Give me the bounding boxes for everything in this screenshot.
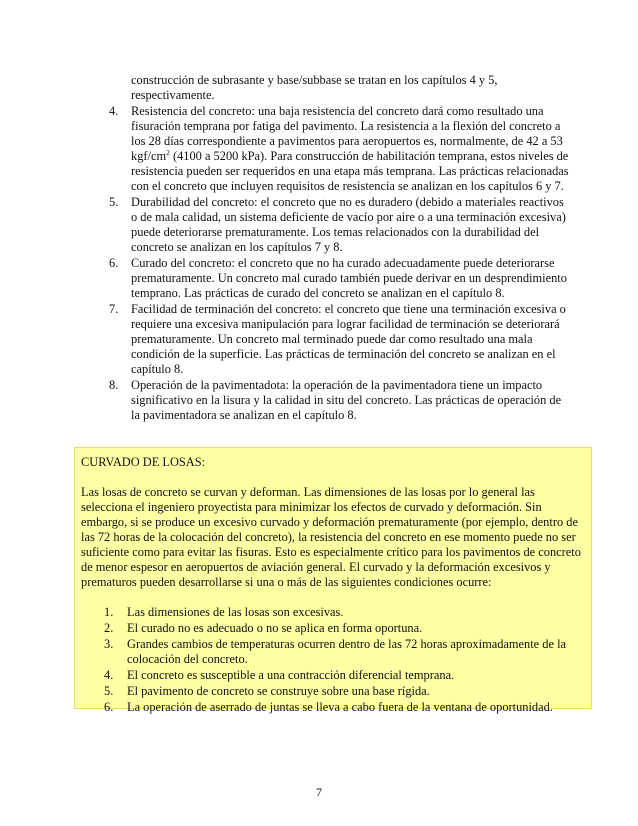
superscript: 2 <box>166 148 170 157</box>
list-item-number: 2. <box>104 621 114 635</box>
box-list-item <box>81 684 585 699</box>
list-item-text-part: Resistencia del concreto: una baja resistencia del concreto dará como resultado una fisuración temprana por fatiga del pavimento. La resistencia a la flexión del concreto a los 28 días correspondiente a pavimentos para aeropuertos es, normalmente, de 42 a 53 kgf/cm <box>131 104 563 163</box>
list-item-text: Las dimensiones de las losas son excesivas. <box>127 605 344 619</box>
box-list-item <box>81 668 585 683</box>
main-numbered-list <box>101 73 571 424</box>
list-continuation-text: construcción de subrasante y base/subbase se tratan en los capítulos 4 y 5, respectivamente. <box>131 73 498 102</box>
list-item-text: Facilidad de terminación del concreto: el concreto que tiene una terminación excesiva o requiere una excesiva manipulación para lograr facilidad de terminación se deteriorará prematuramente. Un concreto mal terminado puede dar como resultado una mala condición de la superficie. Las prácticas de terminación del concreto se analizan en el capítulo 8. <box>131 302 566 376</box>
box-numbered-list <box>81 605 585 715</box>
list-item-text: El concreto es susceptible a una contracción diferencial temprana. <box>127 668 455 682</box>
box-title: CURVADO DE LOSAS: <box>81 455 206 469</box>
list-item-number: 5. <box>104 684 114 698</box>
list-item-text: Grandes cambios de temperaturas ocurren dentro de las 72 horas aproximadamente de la colocación del concreto. <box>127 637 567 666</box>
list-item-number: 3. <box>104 637 114 651</box>
list-item-text: El curado no es adecuado o no se aplica en forma oportuna. <box>127 621 423 635</box>
list-item-5 <box>101 195 571 255</box>
highlight-box <box>74 447 592 714</box>
list-item-text: La operación de aserrado de juntas se lleva a cabo fuera de la ventana de oportunidad. <box>127 700 553 714</box>
page-number: 7 <box>316 785 322 799</box>
list-item-number: 8. <box>109 378 119 392</box>
list-item-number: 7. <box>109 302 119 316</box>
list-item-text <box>131 104 569 193</box>
list-item-text: Operación de la pavimentadota: la operación de la pavimentadora tiene un impacto significativo en la lisura y la calidad in situ del concreto. Las prácticas de operación de la pavimentadora se analizan en el capítulo 8. <box>131 378 562 422</box>
list-item-text: Durabilidad del concreto: el concreto que no es duradero (debido a materiales reactivos o de mala calidad, un sistema deficiente de vacío por aire o a una terminación excesiva) puede deteriorarse prematuramente. Los temas relacionados con la durabilidad del concreto se analizan en los capítulos 7 y 8. <box>131 195 566 254</box>
list-item-6 <box>101 256 571 301</box>
box-list-item <box>81 621 585 636</box>
list-item-number: 4. <box>104 668 114 682</box>
list-item-number: 5. <box>109 195 119 209</box>
list-item-4 <box>101 104 571 194</box>
list-item-8 <box>101 378 571 423</box>
list-item-number: 6. <box>104 700 114 714</box>
list-item-text: El pavimento de concreto se construye sobre una base rígida. <box>127 684 430 698</box>
list-item-number: 6. <box>109 256 119 270</box>
list-item-number: 1. <box>104 605 114 619</box>
box-list-item <box>81 700 585 715</box>
list-item-text-part: (4100 a 5200 kPa). Para construcción de habilitación temprana, estos niveles de resistencia pueden ser requeridos en una etapa más temprana. Las prácticas relacionadas con el concreto que incluyen requisitos de resistencia se analizan en los capítulos 6 y 7. <box>131 149 569 193</box>
box-list-item <box>81 605 585 620</box>
box-paragraph: Las losas de concreto se curvan y deforman. Las dimensiones de las losas por lo general las selecciona el ingeniero proyectista para minimizar los efectos de curvado y deformación. Sin embargo, si se produce un excesivo curvado y deformación prematuramente (por ejemplo, dentro de las 72 horas de la colocación del concreto), la resistencia del concreto en ese momento puede no ser suficiente como para evitar las fisuras. Esto es especialmente crítico para los pavimentos de concreto de menor espesor en aeropuertos de aviación general. El curvado y la deformación excesivos y prematuros pueden desarrollarse si una o más de las siguientes condiciones ocurre: <box>81 485 581 589</box>
list-item-7 <box>101 302 571 377</box>
box-list-item <box>81 637 585 667</box>
list-item-text: Curado del concreto: el concreto que no ha curado adecuadamente puede deteriorarse prematuramente. Un concreto mal curado también puede derivar en un desprendimiento temprano. Las prácticas de curado del concreto se analizan en el capítulo 8. <box>131 256 567 300</box>
list-item-number: 4. <box>109 104 119 118</box>
